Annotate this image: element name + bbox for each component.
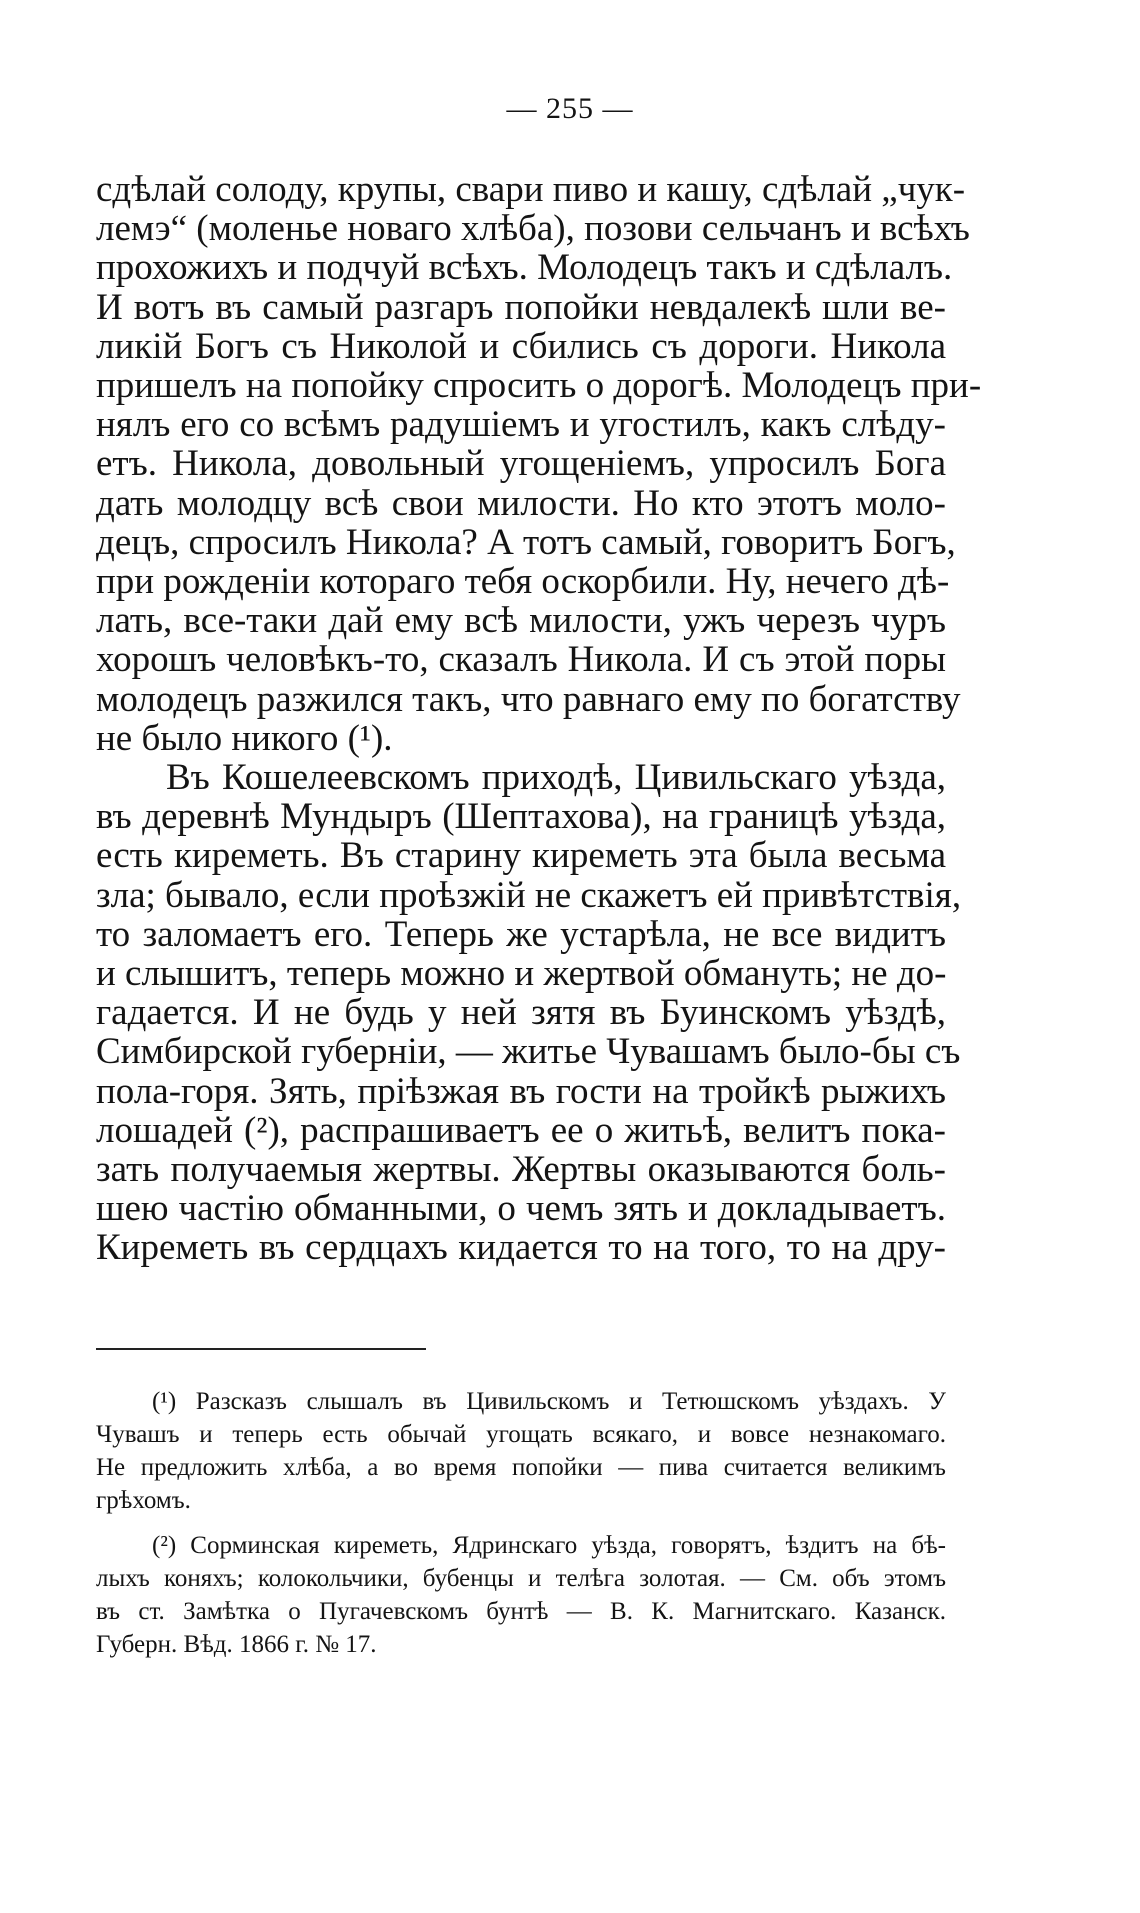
- text-line: зла; бывало, если проѣзжій не скажетъ ей привѣтствія,: [96, 874, 962, 916]
- text-line: лемэ“ (моленье новаго хлѣба), позови сельчанъ и всѣхъ: [96, 208, 970, 250]
- text-line: пришелъ на попойку спросить о дорогѣ. Молодецъ при-: [96, 365, 982, 407]
- footnote-line: грѣхомъ.: [96, 1487, 191, 1514]
- text-line: сдѣлай солоду, крупы, свари пиво и кашу, сдѣлай „чук-: [96, 169, 966, 210]
- text-line: Симбирской губерніи, — житье Чувашамъ было-бы съ: [96, 1031, 961, 1073]
- footnote-line: лыхъ коняхъ; колокольчики, бубенцы и телѣга золотая. — См. объ этомъ: [96, 1565, 946, 1592]
- text-line: зать получаемыя жертвы. Жертвы оказываются боль-: [96, 1149, 946, 1191]
- text-line: въ деревнѣ Мундыръ (Шептахова), на границѣ уѣзда,: [96, 796, 946, 838]
- text-line: прохожихъ и подчуй всѣхъ. Молодецъ такъ и сдѣлалъ.: [96, 247, 953, 289]
- text-line: шею частію обманными, о чемъ зять и докладываетъ.: [96, 1188, 946, 1230]
- footnote-line: въ ст. Замѣтка о Пугачевскомъ бунтѣ — В. К. Магнитскаго. Казанск.: [96, 1598, 946, 1625]
- footnote-line: Губерн. Вѣд. 1866 г. № 17.: [96, 1631, 377, 1658]
- text-line: то заломаетъ его. Теперь же устарѣла, не все видитъ: [96, 913, 946, 955]
- text-line: И вотъ въ самый разгаръ попойки невдалекѣ шли ве-: [96, 286, 946, 328]
- footnote-line: Чувашъ и теперь есть обычай угощать всякаго, и вовсе незнакомаго.: [96, 1421, 946, 1448]
- text-line: не было никого (¹).: [96, 717, 393, 759]
- text-line: молодецъ разжился такъ, что равнаго ему по богатству: [96, 678, 961, 720]
- footnote-1: [96, 1385, 946, 1517]
- text-line: пола-горя. Зять, пріѣзжая въ гости на тройкѣ рыжихъ: [96, 1070, 946, 1112]
- text-line: при рожденіи котораго тебя оскорбили. Ну, нечего дѣ-: [96, 561, 950, 603]
- text-line: гадается. И не будь у ней зятя въ Буинскомъ уѣздѣ,: [96, 992, 946, 1034]
- text-line: дать молодцу всѣ свои милости. Но кто этотъ моло-: [96, 482, 946, 524]
- text-line: хорошъ человѣкъ-то, сказалъ Никола. И съ этой поры: [96, 639, 946, 681]
- footnotes: [96, 1385, 946, 1673]
- text-line: децъ, спросилъ Никола? А тотъ самый, говоритъ Богъ,: [96, 521, 956, 563]
- text-line: лошадей (²), распрашиваетъ ее о житьѣ, велитъ пока-: [96, 1109, 946, 1151]
- footnote-line: Не предложить хлѣба, а во время попойки — пива считается великимъ: [96, 1454, 946, 1481]
- text-line: етъ. Никола, довольный угощеніемъ, упросилъ Бога: [96, 443, 946, 485]
- paragraph-start-line: Въ Кошелеевскомъ приходѣ, Цивильскаго уѣзда,: [166, 757, 946, 799]
- text-line: нялъ его со всѣмъ радушіемъ и угостилъ, какъ слѣду-: [96, 404, 946, 446]
- footnote-line: (²) Сорминская киреметь, Ядринскаго уѣзда, говорятъ, ѣздитъ на бѣ-: [152, 1532, 946, 1559]
- text-line: лать, все-таки дай ему всѣ милости, ужъ черезъ чуръ: [96, 600, 946, 642]
- text-line: и слышитъ, теперь можно и жертвой обмануть; не до-: [96, 953, 947, 995]
- page-number: — 255 —: [506, 92, 634, 125]
- text-line: ликій Богъ съ Николой и сбились съ дороги. Никола: [96, 325, 946, 367]
- footnote-line: (¹) Разсказъ слышалъ въ Цивильскомъ и Тетюшскомъ уѣздахъ. У: [152, 1388, 946, 1415]
- text-line: Киреметь въ сердцахъ кидается то на того, то на дру-: [96, 1227, 946, 1269]
- footnote-2: [96, 1529, 946, 1661]
- footnote-separator: [96, 1348, 426, 1350]
- text-line: есть киреметь. Въ старину киреметь эта была весьма: [96, 835, 946, 877]
- main-text: [96, 169, 982, 1269]
